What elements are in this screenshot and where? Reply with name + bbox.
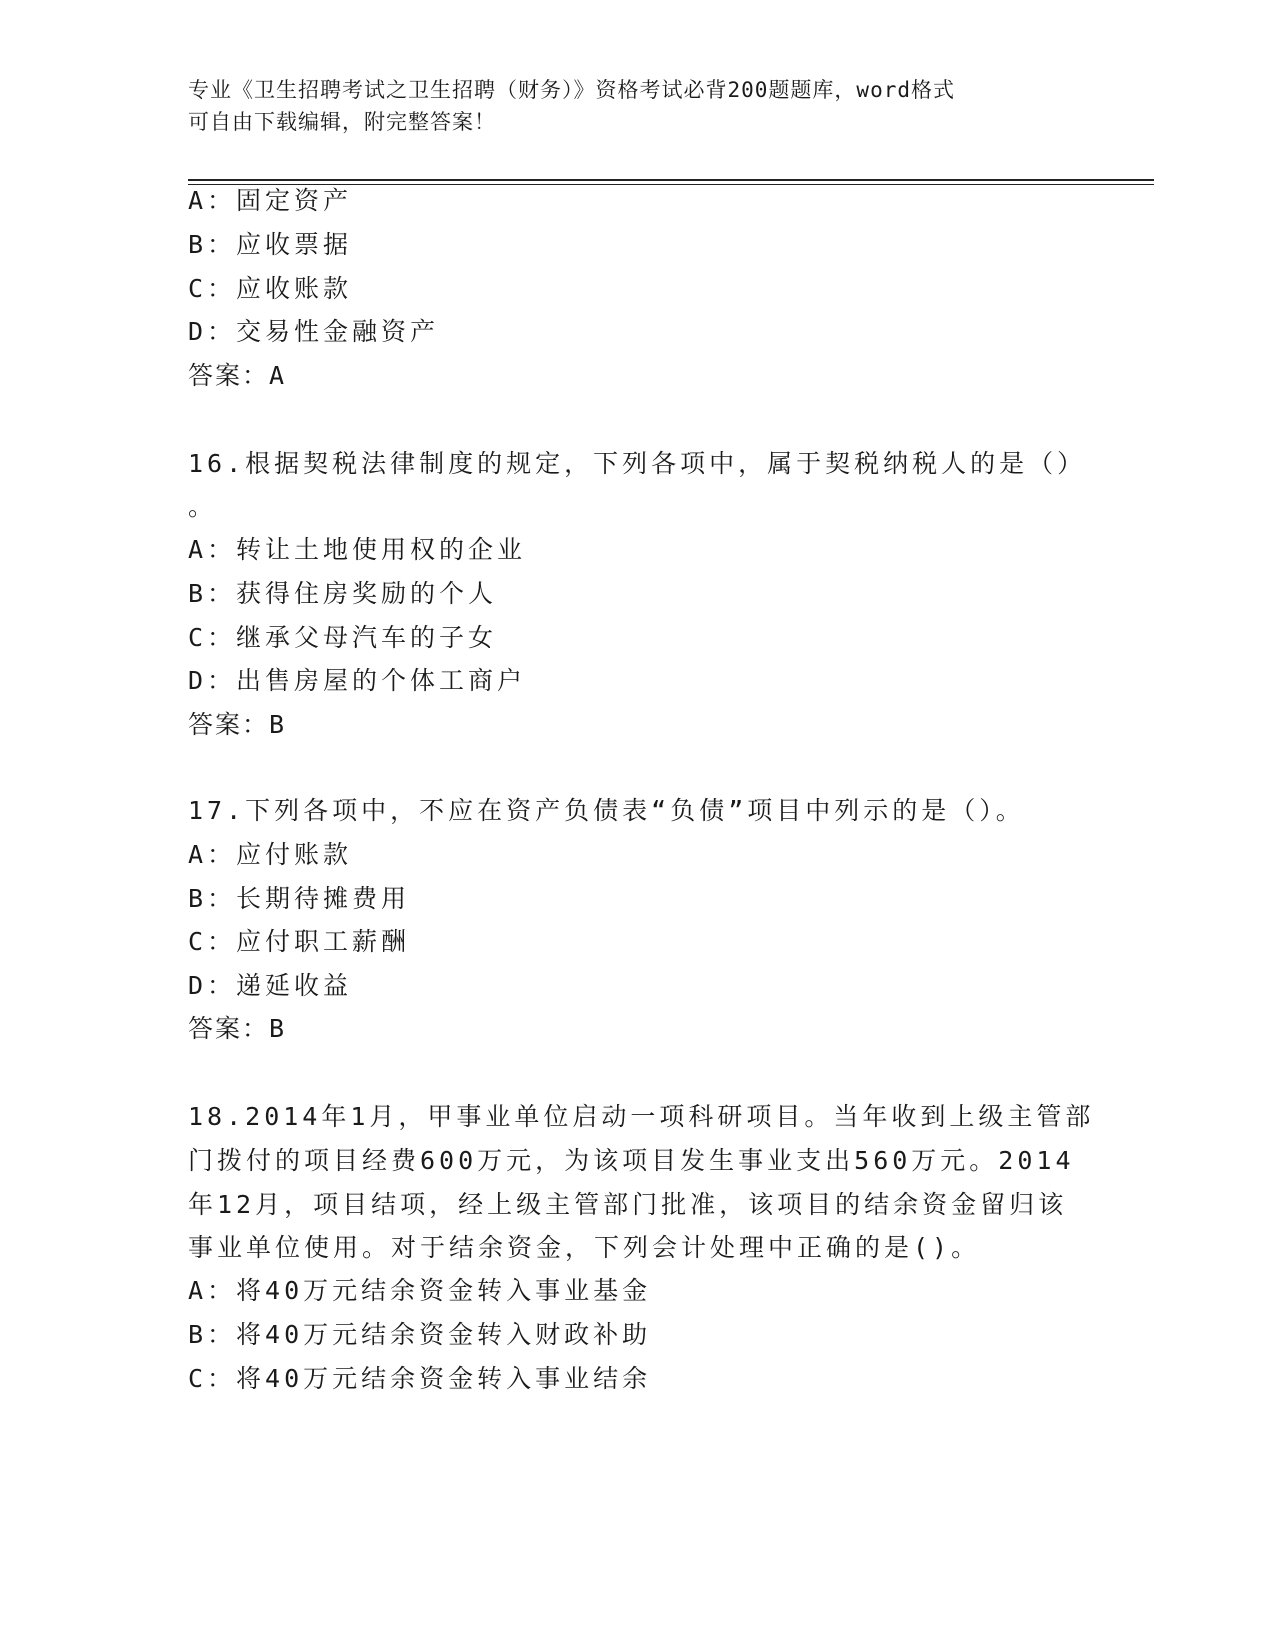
q17-option-b: B：长期待摊费用 [188, 884, 411, 913]
q16-option-d: D：出售房屋的个体工商户 [188, 666, 527, 695]
header-title-line-1: 专业《卫生招聘考试之卫生招聘（财务）》资格考试必背200题题库，word格式 [188, 78, 955, 102]
q17-answer: 答案：B [188, 1014, 287, 1043]
q15-answer: 答案：A [188, 361, 287, 390]
q15-option-b: B：应收票据 [188, 230, 353, 259]
q15-option-c: C：应收账款 [188, 274, 353, 303]
q16-option-b: B：获得住房奖励的个人 [188, 579, 498, 608]
q16-stem-line-1: 16.根据契税法律制度的规定，下列各项中，属于契税纳税人的是（） [188, 449, 1087, 478]
q17-option-c: C：应付职工薪酬 [188, 927, 411, 956]
q16-answer: 答案：B [188, 710, 287, 739]
q18-stem-line-3: 年12月，项目结项，经上级主管部门批准，该项目的结余资金留归该 [188, 1190, 1068, 1219]
q18-stem-line-4: 事业单位使用。对于结余资金，下列会计处理中正确的是()。 [188, 1233, 981, 1262]
header-title-line-2: 可自由下载编辑，附完整答案！ [188, 110, 496, 134]
q15-option-a: A：固定资产 [188, 186, 353, 215]
q16-option-c: C：继承父母汽车的子女 [188, 623, 498, 652]
q18-option-c: C：将40万元结余资金转入事业结余 [188, 1364, 652, 1393]
q17-option-d: D：递延收益 [188, 971, 353, 1000]
q18-option-a: A：将40万元结余资金转入事业基金 [188, 1276, 652, 1305]
q18-option-b: B：将40万元结余资金转入财政补助 [188, 1320, 652, 1349]
q16-option-a: A：转让土地使用权的企业 [188, 535, 527, 564]
q18-stem-line-1: 18.2014年1月，甲事业单位启动一项科研项目。当年收到上级主管部 [188, 1102, 1095, 1131]
q17-stem-line-1: 17.下列各项中，不应在资产负债表“负债”项目中列示的是（）。 [188, 796, 1025, 825]
q17-option-a: A：应付账款 [188, 840, 353, 869]
q18-stem-line-2: 门拨付的项目经费600万元，为该项目发生事业支出560万元。2014 [188, 1146, 1075, 1175]
q16-stem-line-2: 。 [188, 492, 218, 521]
header-divider-thick [188, 179, 1154, 181]
document-header [188, 74, 1068, 138]
q15-option-d: D：交易性金融资产 [188, 317, 440, 346]
